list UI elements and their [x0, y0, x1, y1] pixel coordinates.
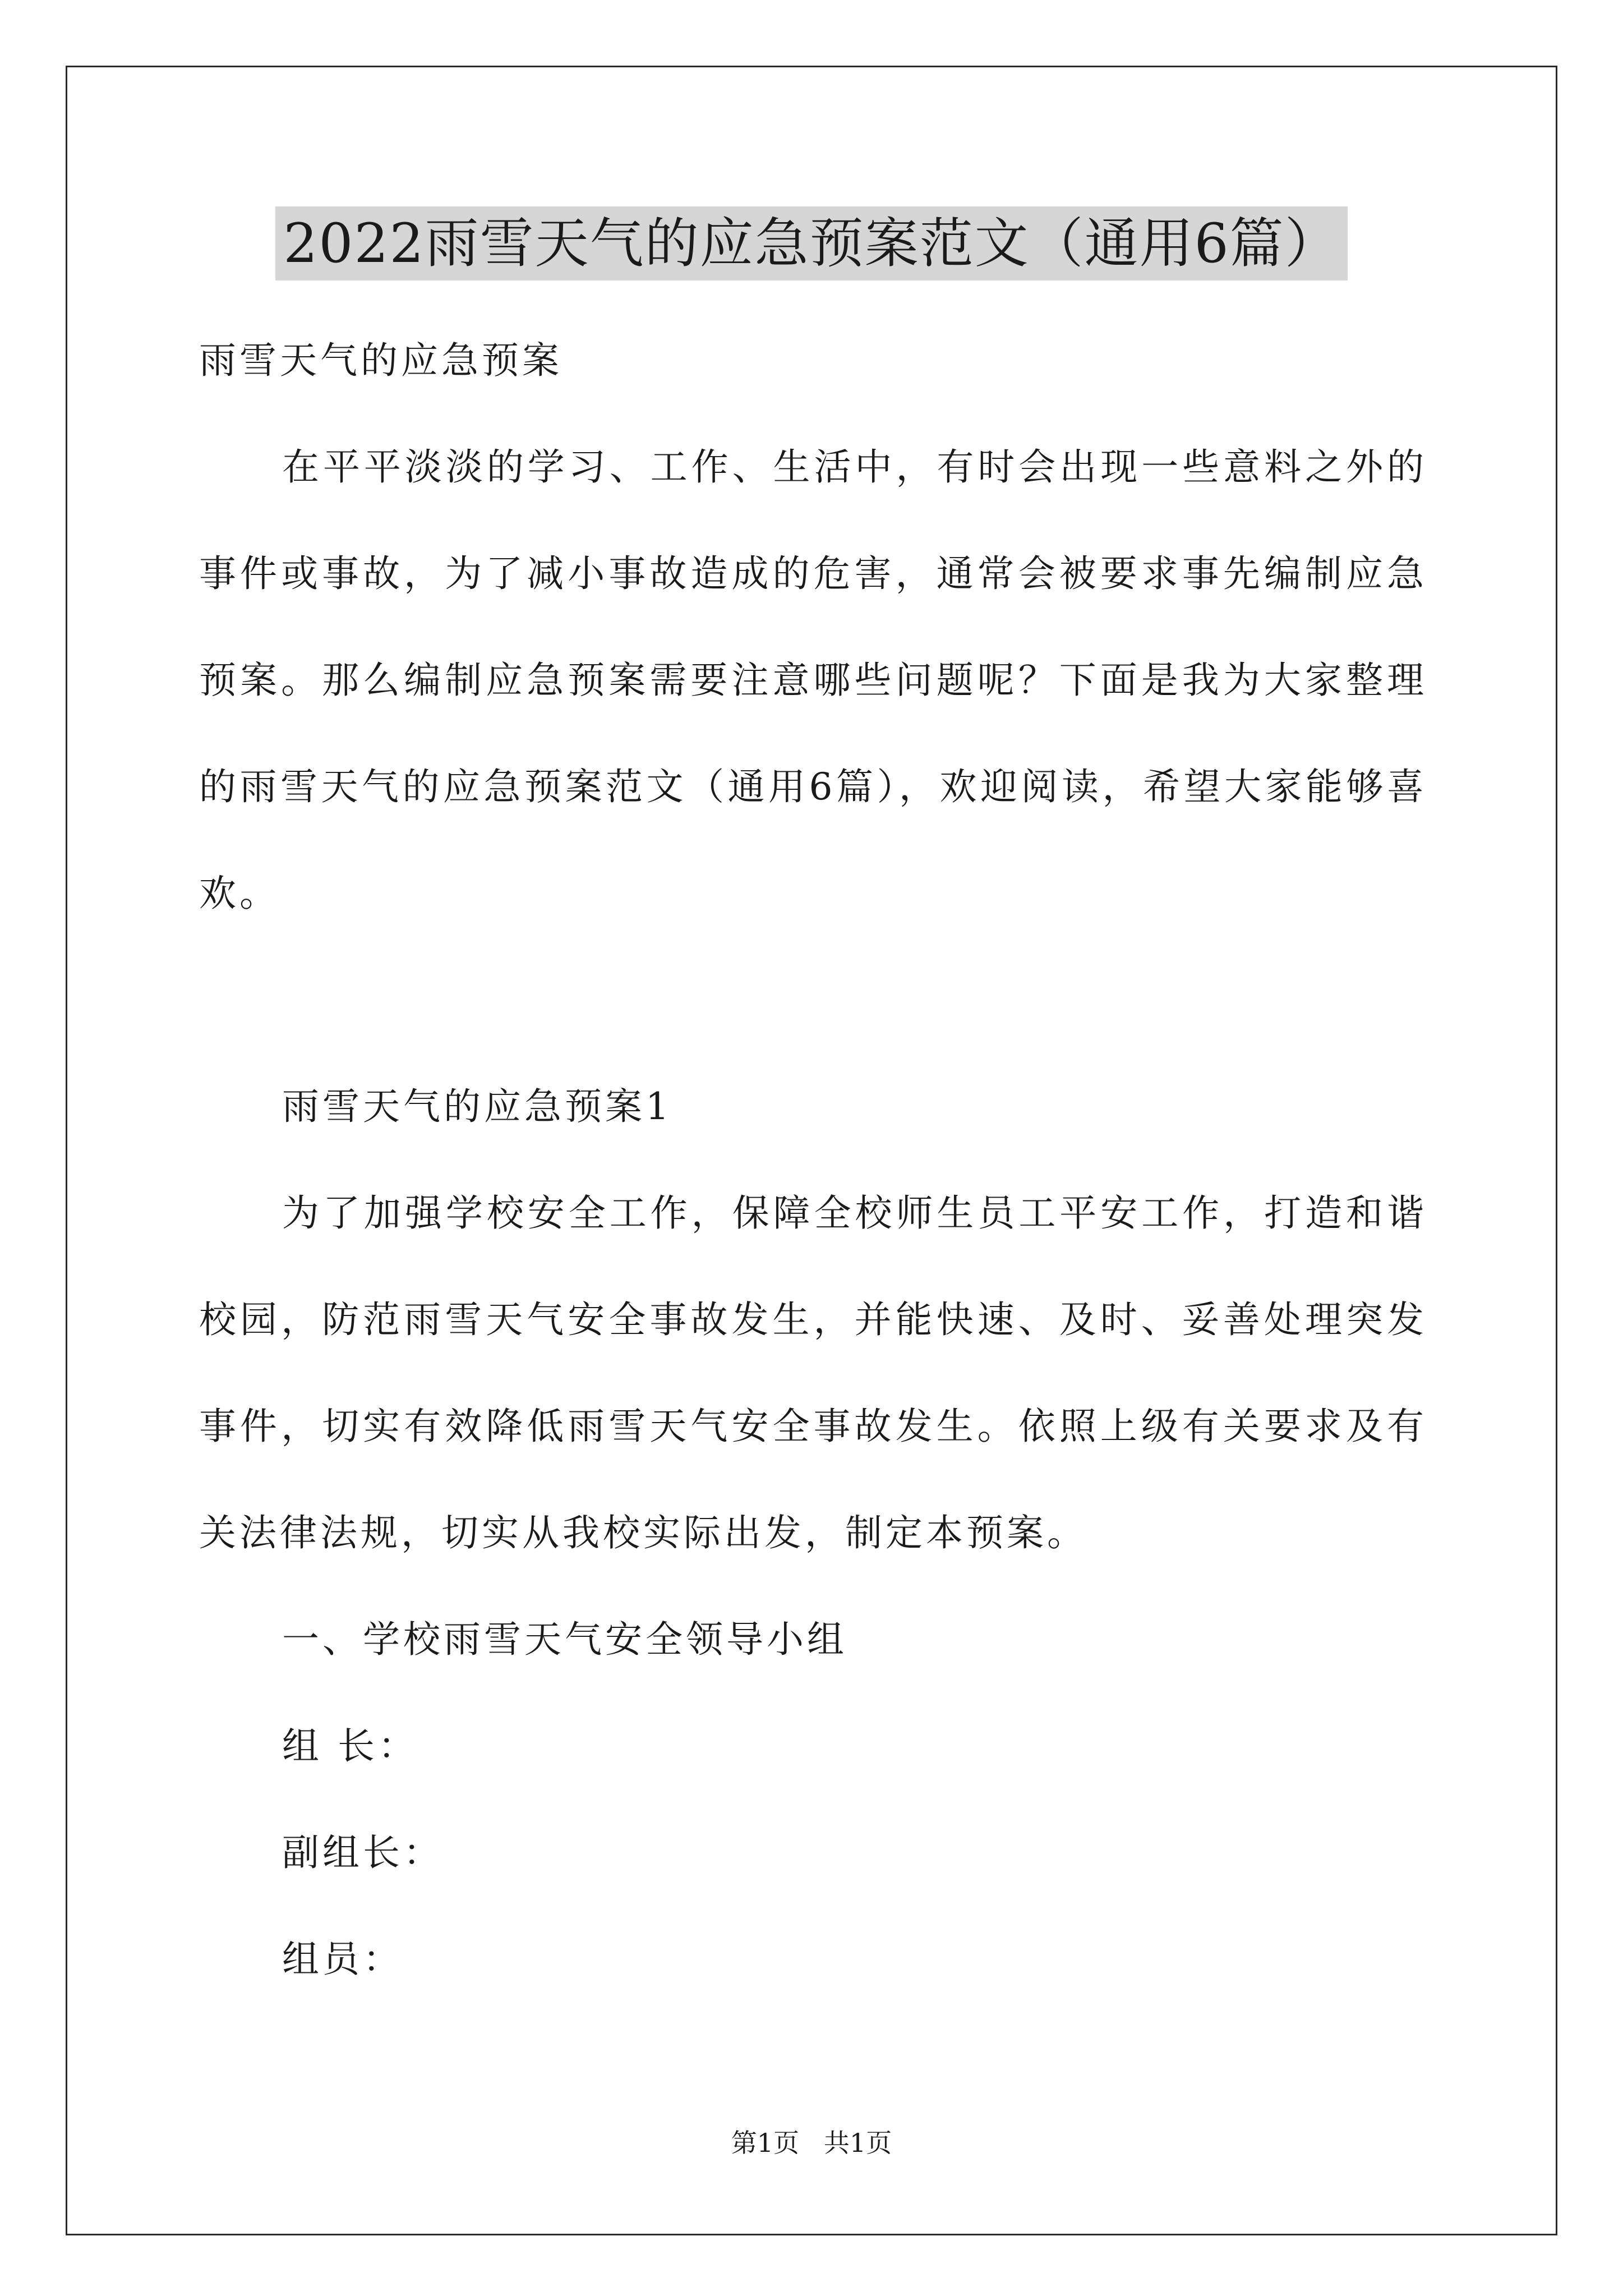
document-title: 2022雨雪天气的应急预案范文（通用6篇）	[275, 206, 1347, 280]
document-body	[199, 307, 1427, 2013]
section-heading: 雨雪天气的应急预案	[199, 339, 562, 382]
title-container	[0, 206, 1623, 280]
blank-line	[199, 947, 1427, 1053]
subsection-heading: 雨雪天气的应急预案1	[282, 1085, 672, 1128]
list-heading: 一、学校雨雪天气安全领导小组	[282, 1618, 847, 1661]
leader-line: 组 长：	[282, 1724, 418, 1768]
body-paragraph: 为了加强学校安全工作，保障全校师生员工平安工作，打造和谐校园，防范雨雪天气安全事故发生，并能快速、及时、妥善处理突发事件，切实有效降低雨雪天气安全事故发生。依照上级有关要求及有关法律法规，切实从我校实际出发，制定本预案。	[199, 1191, 1427, 1554]
members-line: 组员：	[282, 1938, 403, 1981]
intro-paragraph: 在平平淡淡的学习、工作、生活中，有时会出现一些意料之外的事件或事故，为了减小事故造成的危害，通常会被要求事先编制应急预案。那么编制应急预案需要注意哪些问题呢？下面是我为大家整理的雨雪天气的应急预案范文（通用6篇），欢迎阅读，希望大家能够喜欢。	[199, 445, 1427, 915]
page-footer: 第1页 共1页	[731, 2128, 892, 2158]
deputy-leader-line: 副组长：	[282, 1831, 444, 1874]
